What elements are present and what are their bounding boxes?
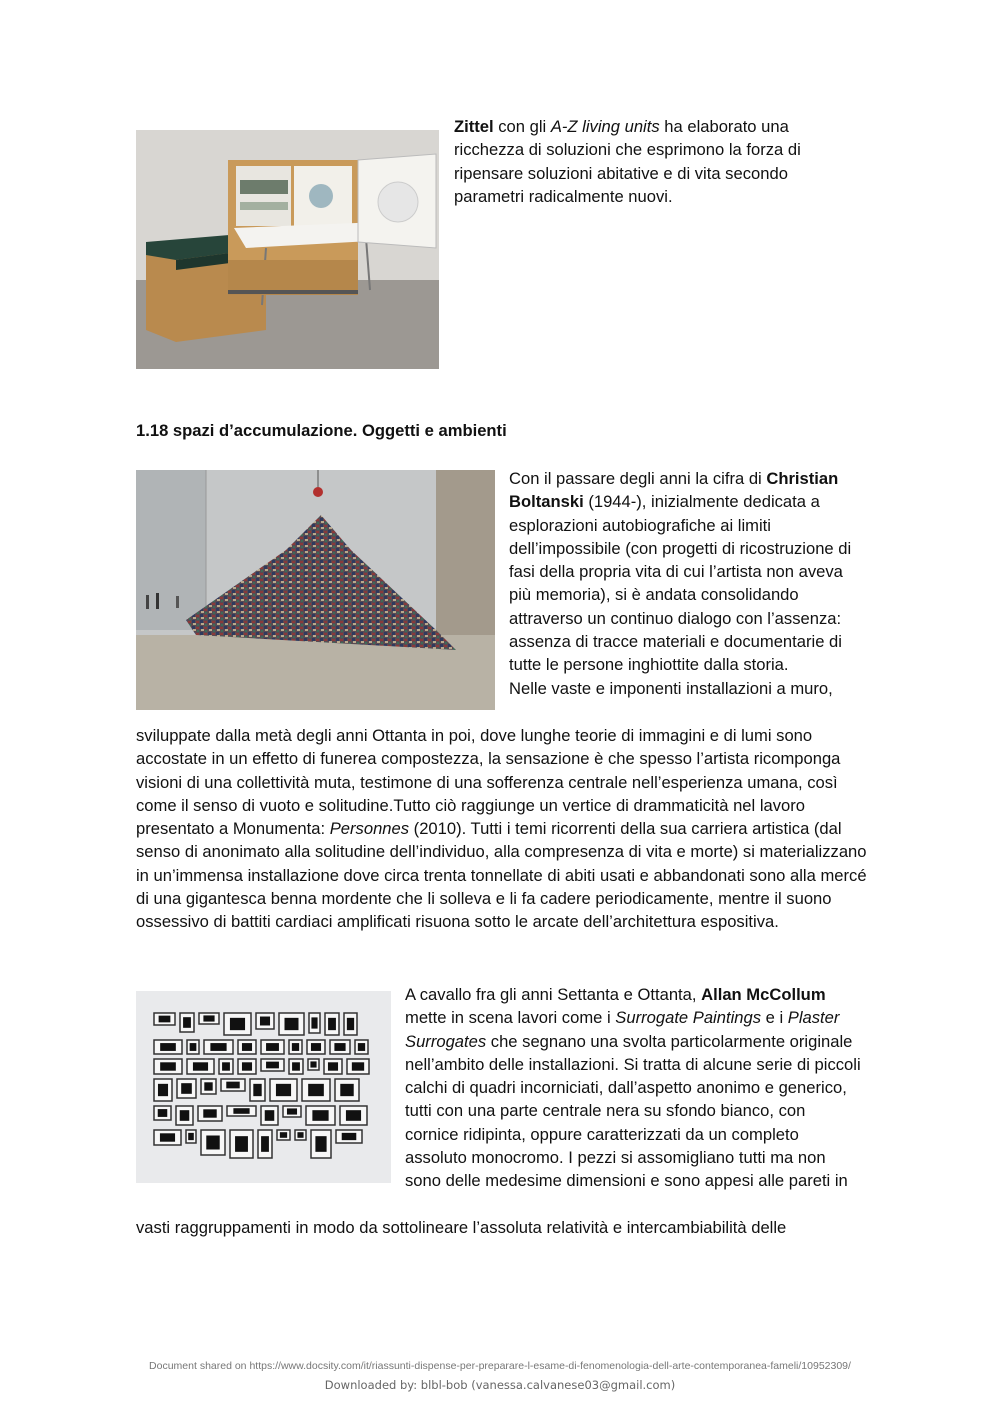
footer-downloaded-by: Downloaded by: blbl-bob (vanessa.calvanese03@gmail.com) bbox=[324, 1378, 676, 1392]
boltanski-text-2: (1944-), inizialmente dedicata a esplorazioni autobiografiche ai limiti dell’impossibile (con progetti di ricostruzione di fasi della propria vita di cui l’artista non aveva più memoria), si è andata consolidando attraverso un continuo dialogo con l’assenza: assenza di tracce materiali e documentarie di tutte le persone inghiottite dalla storia. bbox=[509, 492, 852, 675]
mccollum-work-1: Surrogate Paintings bbox=[615, 1008, 762, 1028]
zittel-work-title: A-Z living units bbox=[550, 117, 660, 136]
mccollum-work-2: Plaster Surrogates bbox=[405, 1008, 840, 1051]
zittel-paragraph bbox=[454, 115, 844, 208]
boltanski-text-4: sviluppate dalla metà degli anni Ottanta in poi, dove lunghe teorie di immagini e di lumi sono accostate in un effetto di funerea compostezza, la sensazione è che spesso l’artista ricomponga visioni di una collettività muta, testimone di una sofferenza centrale nell’esperienza umana, così come il senso di vuoto e solitudine.Tutto ciò raggiunge un vertice di drammaticità nel lavoro presentato a Monumenta: bbox=[136, 726, 841, 839]
boltanski-personnes-photo bbox=[136, 470, 495, 710]
mccollum-name: Allan McCollum bbox=[701, 985, 826, 1004]
boltanski-paragraph-wrap bbox=[509, 467, 867, 700]
boltanski-text-5: (2010). Tutti i temi ricorrenti della sua carriera artistica (dal senso di anonimato alla solitudine dell’individuo, alla compresenza di vita e morte) si materializzano in un’immensa installazione dove circa trenta tonnellate di abiti usati e abbandonati sono alla mercé di una gigantesca benna mordente che li solleva e li fa cadere periodicamente, mentre il suono ossessivo di battiti cardiaci amplificati risuona sotto le arcate dell’architettura espositiva. bbox=[136, 819, 867, 932]
boltanski-text-3: Nelle vaste e imponenti installazioni a muro, bbox=[509, 678, 833, 698]
mccollum-paragraph-wrap bbox=[405, 983, 861, 1193]
zittel-text-1: con gli bbox=[493, 117, 551, 136]
mccollum-surrogates-photo bbox=[136, 991, 391, 1183]
footer-shared-link[interactable]: Document shared on https://www.docsity.com/it/riassunti-dispense-per-preparare-l-esame-di-fenomenologia-dell-arte-contemporanea-fameli/10952309/ bbox=[149, 1360, 851, 1372]
mccollum-paragraph-full: vasti raggruppamenti in modo da sottolineare l’assoluta relatività e intercambiabilità delle bbox=[136, 1218, 787, 1237]
zittel-living-unit-photo bbox=[136, 130, 439, 369]
zittel-name: Zittel bbox=[454, 117, 494, 136]
boltanski-name: Christian Boltanski bbox=[509, 469, 839, 512]
boltanski-work-title: Personnes bbox=[329, 819, 410, 839]
mccollum-text-4: che segnano una svolta particolarmente originale nell’ambito delle installazioni. Si tratta di alcune serie di piccoli calchi di quadri incorniciati, dall’aspetto anonimo e generico, tutti con una parte centrale nera su sfondo bianco, con cornice ridipinta, oppure caratterizzati da un completo assoluto monocromo. I pezzi si assomigliano tutti ma non sono delle medesime dimensioni e sono appesi alle pareti in bbox=[405, 1031, 861, 1191]
boltanski-paragraph-full bbox=[136, 724, 868, 934]
mccollum-text-1: A cavallo fra gli anni Settanta e Ottanta, bbox=[405, 985, 702, 1004]
section-heading: 1.18 spazi d’accumulazione. Oggetti e ambienti bbox=[136, 421, 507, 440]
mccollum-text-2: mette in scena lavori come i bbox=[405, 1008, 616, 1028]
mccollum-text-3: e i bbox=[761, 1008, 788, 1028]
boltanski-text-1: Con il passare degli anni la cifra di bbox=[509, 469, 767, 488]
zittel-text-2: ha elaborato una ricchezza di soluzioni che esprimono la forza di ripensare soluzioni abitative e di vita secondo parametri radicalmente nuovi. bbox=[454, 117, 801, 206]
